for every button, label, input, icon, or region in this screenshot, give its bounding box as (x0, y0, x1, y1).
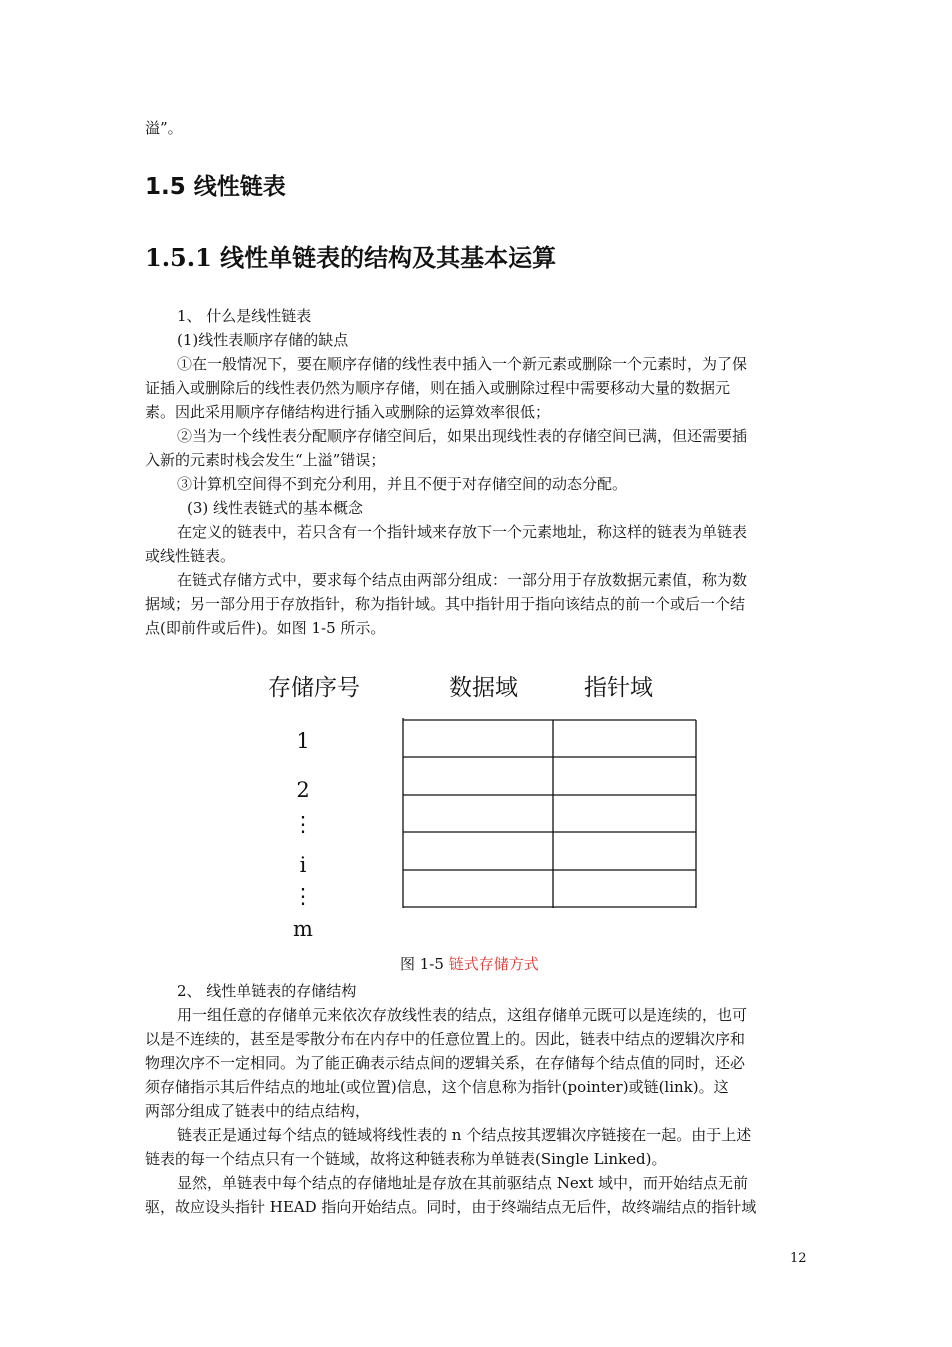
text-line: 素。因此采用顺序存储结构进行插入或删除的运算效率很低； (145, 403, 551, 421)
text-line: 在链式存储方式中，要求每个结点由两部分组成：一部分用于存放数据元素值，称为数 (177, 571, 748, 589)
text-line: 或线性链表。 (145, 547, 236, 565)
page-number: 12 (790, 1251, 807, 1266)
text-line: 物理次序不一定相同。为了能正确表示结点间的逻辑关系，在存储每个结点值的同时，还必 (145, 1054, 746, 1072)
text-line: 证插入或删除后的线性表仍然为顺序存储，则在插入或删除过程中需要移动大量的数据元 (145, 379, 731, 397)
text-line: ②当为一个线性表分配顺序存储空间后，如果出现线性表的存储空间已满，但还需要插 (177, 427, 748, 445)
caption-title: 链式存储方式 (448, 955, 539, 973)
text-line: 用一组任意的存储单元来依次存放线性表的结点，这组存储单元既可以是连续的，也可 (177, 1006, 748, 1024)
header-data-field: 数据域 (449, 675, 518, 701)
figure-caption (400, 952, 539, 976)
text-line: 以是不连续的，甚至是零散分布在内存中的任意位置上的。因此，链表中结点的逻辑次序和 (145, 1030, 746, 1048)
text-line: 点(即前件或后件)。如图 1-5 所示。 (145, 619, 386, 637)
subsection-heading: 1.5.1 线性单链表的结构及其基本运算 (145, 243, 557, 272)
caption-prefix: 图 1-5 (400, 955, 449, 973)
text-line: 显然，单链表中每个结点的存储地址是存放在其前驱结点 Next 域中，而开始结点无前 (177, 1174, 749, 1192)
text-line: 驱，故应设头指针 HEAD 指向开始结点。同时，由于终端结点无后件，故终端结点的指针域 (145, 1198, 757, 1216)
text-line: 两部分组成了链表中的结点结构， (145, 1102, 371, 1120)
sub-heading: (3) 线性表链式的基本概念 (187, 499, 364, 517)
list-heading: 1、 什么是线性链表 (177, 307, 312, 325)
text-line: ③计算机空间得不到充分利用，并且不便于对存储空间的动态分配。 (177, 475, 628, 493)
row-label: ⋮ (292, 812, 314, 836)
row-label: i (299, 853, 307, 877)
text-line: ①在一般情况下，要在顺序存储的线性表中插入一个新元素或删除一个元素时，为了保 (177, 355, 748, 373)
text-line: 链表的每一个结点只有一个链域，故将这种链表称为单链表(Single Linked)。 (145, 1150, 667, 1168)
text-line: 须存储指示其后件结点的地址(或位置)信息，这个信息称为指针(pointer)或链(link)。这 (145, 1078, 729, 1096)
text-line: 入新的元素时栈会发生“上溢”错误； (145, 451, 386, 469)
text-line: 在定义的链表中，若只含有一个指针域来存放下一个元素地址，称这样的链表为单链表 (177, 523, 748, 541)
row-label: 1 (296, 729, 310, 753)
row-label: m (293, 917, 313, 941)
sub-heading: (1)线性表顺序存储的缺点 (177, 331, 349, 349)
row-label: ⋮ (292, 884, 314, 908)
text-line: 链表正是通过每个结点的链域将线性表的 n 个结点按其逻辑次序链接在一起。由于上述 (177, 1126, 752, 1144)
section-heading: 1.5 线性链表 (145, 174, 286, 200)
text-line: 据域；另一部分用于存放指针，称为指针域。其中指针用于指向该结点的前一个或后一个结 (145, 595, 746, 613)
list-heading: 2、 线性单链表的存储结构 (177, 982, 357, 1000)
storage-grid (395, 712, 705, 912)
continued-text: 溢”。 (145, 119, 183, 137)
header-pointer-field: 指针域 (584, 675, 653, 701)
header-storage-index: 存储序号 (268, 675, 360, 701)
row-label: 2 (296, 778, 310, 802)
